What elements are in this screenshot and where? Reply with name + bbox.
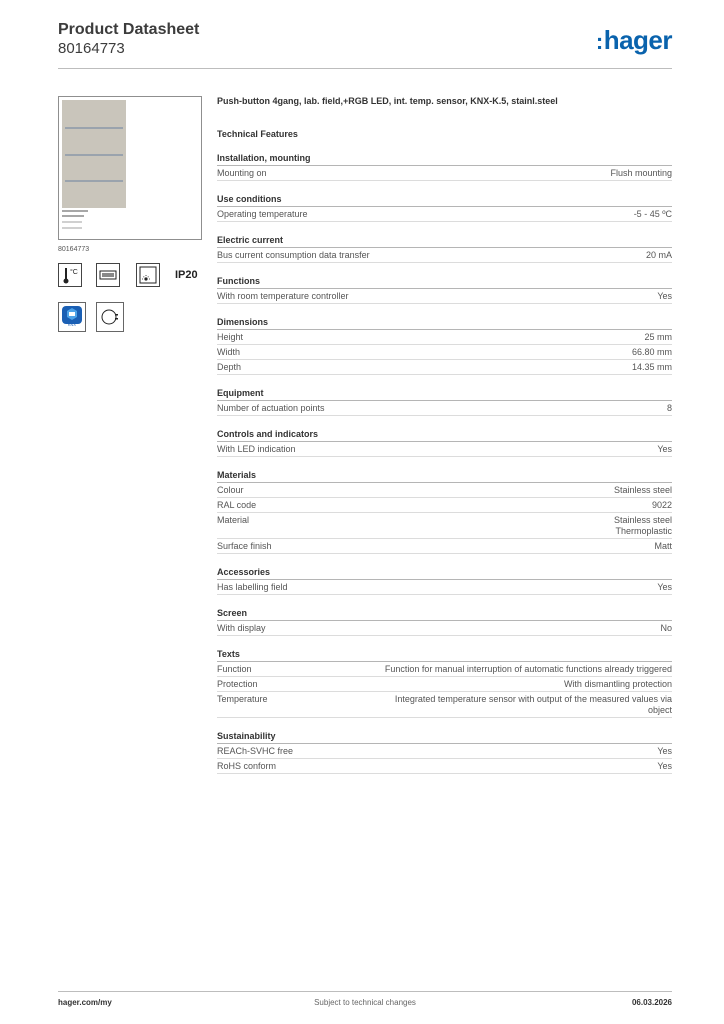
brand-name: hager [603,25,672,55]
feature-value-text: 20 mA [645,250,672,260]
feature-section [217,152,672,181]
section-heading: Use conditions [217,193,672,207]
push-button-photo [62,100,126,208]
section-heading: Accessories [217,566,672,580]
feature-value [306,444,672,455]
section-heading: Installation, mounting [217,152,672,166]
feature-label: REACh-SVHC free [217,746,294,756]
feature-label: Temperature [217,694,268,704]
section-heading: Functions [217,275,672,289]
feature-value [298,582,672,593]
feature-value [282,541,672,552]
product-title: Push-button 4gang, lab. field,+RGB LED, int. temp. sensor, KNX-K.5, stainl.steel [217,96,558,106]
feature-label: Bus current consumption data transfer [217,250,370,260]
section-heading: Dimensions [217,316,672,330]
feature-value-text: No [660,623,672,633]
feature-row [217,401,672,416]
feature-value [276,623,672,634]
feature-label: Mounting on [217,168,267,178]
product-number: 80164773 [58,40,125,57]
footer-website[interactable]: hager.com/my [58,998,112,1007]
feature-value [318,209,672,220]
feature-value-text: Yes [657,582,672,592]
feature-value-text: 66.80 mm [631,347,672,357]
feature-row [217,289,672,304]
feature-section [217,428,672,457]
feature-label: Depth [217,362,242,372]
image-caption: 80164773 [58,246,90,253]
feature-section [217,648,672,718]
feature-label: Width [217,347,241,357]
feature-label: Surface finish [217,541,272,551]
feature-value [335,403,672,414]
feature-label: Function [217,664,252,674]
feature-row [217,483,672,498]
feature-row [217,677,672,692]
feature-value [277,168,672,179]
feature-section [217,566,672,595]
feature-section [217,234,672,263]
feature-row [217,580,672,595]
feature-value-text: 14.35 mm [631,362,672,372]
feature-label: Colour [217,485,244,495]
feature-value [262,664,672,675]
knx-label: KNX [67,322,77,327]
feature-icons [58,263,202,291]
led-icon [136,263,160,287]
feature-label: Height [217,332,244,342]
feature-row [217,662,672,677]
feature-label: Protection [217,679,258,689]
feature-section [217,730,672,774]
feature-value [380,250,672,261]
feature-section [217,275,672,304]
feature-section [217,387,672,416]
feature-value-text: Yes [657,291,672,301]
technical-features-heading: Technical Features [217,129,298,139]
feature-label: With display [217,623,266,633]
feature-row [217,345,672,360]
feature-label: Operating temperature [217,209,308,219]
section-heading: Equipment [217,387,672,401]
feature-value-text: Yes [657,761,672,771]
feature-value [253,332,672,343]
section-heading: Sustainability [217,730,672,744]
feature-value [268,679,672,690]
feature-row [217,166,672,181]
socket-icon [96,302,124,332]
feature-value [278,694,672,716]
temperature-sensor-icon [58,263,82,287]
feature-value [266,500,672,511]
feature-value [250,347,672,358]
feature-value-text: Flush mounting [610,168,672,178]
feature-value [359,291,672,302]
feature-value [303,746,672,757]
footer-date: 06.03.2026 [631,998,672,1007]
feature-row [217,759,672,774]
feature-sections [217,152,672,774]
footer-note: Subject to technical changes [314,998,416,1007]
feature-row [217,360,672,375]
feature-value-text: Yes [657,444,672,454]
section-heading: Texts [217,648,672,662]
feature-value-text: 8 [666,403,672,413]
display-icon [96,263,120,287]
feature-row [217,330,672,345]
header-divider [58,68,672,69]
feature-value-text: Yes [657,746,672,756]
ip-rating: IP20 [175,269,198,281]
feature-label: Has labelling field [217,582,288,592]
feature-section [217,193,672,222]
feature-row [217,442,672,457]
feature-value-text: Function for manual interruption of automatic functions already triggered [384,664,672,674]
feature-value-text: 9022 [651,500,672,510]
feature-label: RAL code [217,500,257,510]
feature-row [217,692,672,718]
feature-row [217,498,672,513]
feature-label: With room temperature controller [217,291,349,301]
feature-row [217,207,672,222]
section-heading: Electric current [217,234,672,248]
section-heading: Screen [217,607,672,621]
feature-value [286,761,672,772]
feature-row [217,248,672,263]
knx-logo-icon [58,302,86,332]
feature-row [217,513,672,539]
feature-value-text: Stainless steel [613,485,672,495]
feature-value-text: Integrated temperature sensor with output of the measured values via object [394,694,672,715]
feature-row [217,744,672,759]
feature-label: RoHS conform [217,761,277,771]
feature-label: Number of actuation points [217,403,325,413]
feature-value-text: Stainless steel Thermoplastic [613,515,672,536]
section-heading: Controls and indicators [217,428,672,442]
footer-divider [58,991,672,992]
feature-section [217,607,672,636]
feature-value [251,362,672,373]
product-image [58,96,202,240]
brand-logo: :hager [595,25,672,55]
feature-section [217,316,672,375]
page-header [58,20,672,58]
feature-section [217,469,672,554]
feature-label: Material [217,515,250,525]
feature-value-text: 25 mm [644,332,672,342]
feature-row [217,539,672,554]
feature-value-text: Matt [654,541,672,551]
feature-value-text: -5 - 45 ºC [633,209,672,219]
page-title: Product Datasheet [58,21,200,38]
feature-value [259,515,672,537]
section-heading: Materials [217,469,672,483]
technical-features [217,94,672,774]
certification-icons [58,302,202,332]
feature-row [217,621,672,636]
feature-value [254,485,672,496]
feature-label: With LED indication [217,444,296,454]
svg-text:°C: °C [70,269,78,276]
left-panel [58,96,202,327]
feature-value-text: With dismantling protection [563,679,672,689]
